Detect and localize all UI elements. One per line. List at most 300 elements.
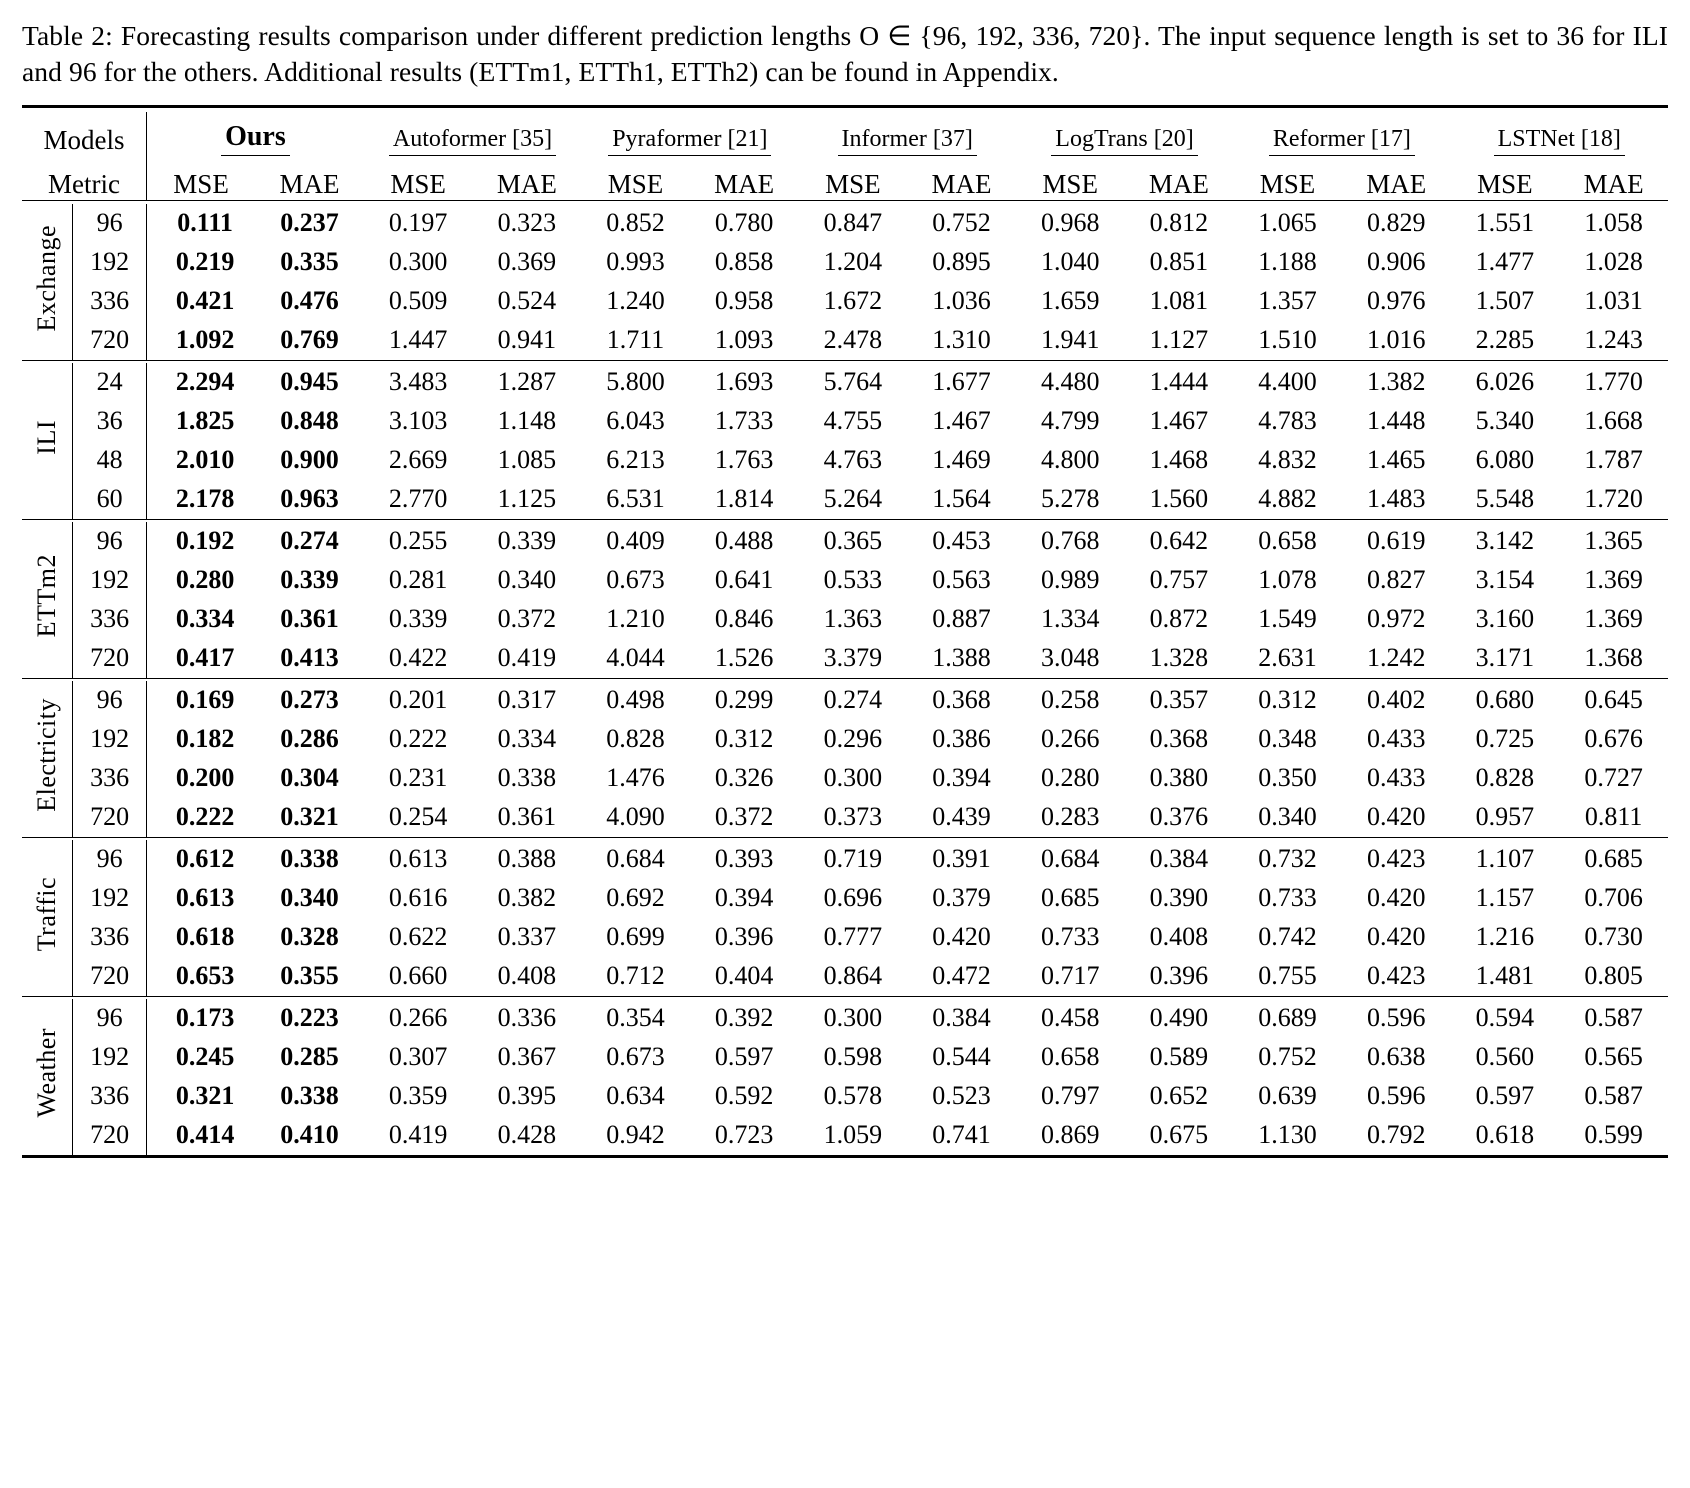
cell-value: 0.989 xyxy=(1040,565,1100,595)
cell-value: 1.216 xyxy=(1475,922,1535,952)
prediction-length: 96 xyxy=(73,681,147,720)
cell-value: 0.266 xyxy=(388,1003,448,1033)
metric-header-1: MAE xyxy=(279,168,340,199)
cell-value: 1.188 xyxy=(1258,247,1317,277)
cell-value: 0.258 xyxy=(1040,685,1100,715)
cell-value: 0.201 xyxy=(388,685,448,715)
cell-value: 0.717 xyxy=(1040,961,1100,991)
cell-value: 0.182 xyxy=(175,724,235,754)
cell-value: 0.433 xyxy=(1366,763,1426,793)
cell-value: 0.285 xyxy=(280,1042,339,1072)
cell-value: 3.379 xyxy=(823,643,883,673)
cell-value: 0.563 xyxy=(932,565,991,595)
cell-value: 1.444 xyxy=(1149,367,1209,397)
table-row xyxy=(22,798,1668,838)
table-row xyxy=(22,243,1668,282)
model-header-lstnet: LSTNet [18] xyxy=(1451,112,1668,156)
cell-value: 0.300 xyxy=(823,1003,883,1033)
cell-value: 0.847 xyxy=(823,208,883,238)
prediction-length: 336 xyxy=(73,282,147,321)
model-header-logtrans: LogTrans [20] xyxy=(1016,112,1233,156)
metric-header-4: MSE xyxy=(607,168,664,199)
cell-value: 0.286 xyxy=(280,724,339,754)
cell-value: 0.317 xyxy=(497,685,557,715)
table-row xyxy=(22,282,1668,321)
cell-value: 0.533 xyxy=(823,565,883,595)
cell-value: 0.945 xyxy=(280,367,339,397)
cell-value: 1.210 xyxy=(606,604,665,634)
cell-value: 0.780 xyxy=(714,208,774,238)
prediction-length: 720 xyxy=(73,1116,147,1157)
cell-value: 1.363 xyxy=(823,604,883,634)
cell-value: 1.093 xyxy=(714,325,774,355)
prediction-length: 192 xyxy=(73,561,147,600)
cell-value: 0.361 xyxy=(497,802,557,832)
prediction-length: 192 xyxy=(73,1038,147,1077)
cell-value: 1.243 xyxy=(1584,325,1643,355)
cell-value: 1.787 xyxy=(1584,445,1643,475)
cell-value: 1.240 xyxy=(606,286,665,316)
cell-value: 0.337 xyxy=(497,922,557,952)
table-row xyxy=(22,720,1668,759)
cell-value: 0.384 xyxy=(1149,844,1209,874)
cell-value: 0.355 xyxy=(280,961,339,991)
cell-value: 0.660 xyxy=(388,961,448,991)
cell-value: 1.081 xyxy=(1149,286,1209,316)
cell-value: 0.769 xyxy=(280,325,339,355)
cell-value: 0.428 xyxy=(497,1120,557,1150)
cell-value: 0.596 xyxy=(1366,1081,1426,1111)
cell-value: 0.490 xyxy=(1149,1003,1209,1033)
table-row xyxy=(22,441,1668,480)
metric-header-11: MAE xyxy=(1366,168,1427,199)
cell-value: 0.421 xyxy=(175,286,235,316)
cell-value: 1.447 xyxy=(388,325,448,355)
table-bottom-rule xyxy=(22,1156,1668,1162)
cell-value: 1.467 xyxy=(1149,406,1209,436)
table-row xyxy=(22,639,1668,679)
caption-line-3: ETTh1, ETTh2) can be found in Appendix. xyxy=(578,56,1059,88)
table-header-models xyxy=(22,112,1668,156)
metric-header-0: MSE xyxy=(173,168,229,199)
prediction-length: 24 xyxy=(73,363,147,402)
metric-header-12: MSE xyxy=(1477,168,1533,199)
cell-value: 0.742 xyxy=(1258,922,1317,952)
table-row xyxy=(22,681,1668,720)
cell-value: 0.968 xyxy=(1040,208,1100,238)
cell-value: 0.858 xyxy=(714,247,774,277)
cell-value: 0.811 xyxy=(1584,802,1643,832)
cell-value: 4.090 xyxy=(606,802,665,832)
cell-value: 0.560 xyxy=(1475,1042,1535,1072)
cell-value: 0.872 xyxy=(1149,604,1209,634)
metric-header-5: MAE xyxy=(714,168,775,199)
cell-value: 0.111 xyxy=(177,208,233,238)
cell-value: 4.800 xyxy=(1040,445,1100,475)
cell-value: 0.339 xyxy=(280,565,339,595)
cell-value: 0.941 xyxy=(497,325,557,355)
metric-header-9: MAE xyxy=(1148,168,1209,199)
cell-value: 0.675 xyxy=(1149,1120,1209,1150)
cell-value: 0.641 xyxy=(714,565,774,595)
cell-value: 0.222 xyxy=(175,802,235,832)
cell-value: 0.368 xyxy=(1149,724,1209,754)
cell-value: 0.339 xyxy=(388,604,448,634)
table-caption xyxy=(22,18,1668,91)
cell-value: 0.476 xyxy=(280,286,339,316)
cell-value: 1.125 xyxy=(497,484,557,514)
cell-value: 0.599 xyxy=(1584,1120,1643,1150)
cell-value: 0.592 xyxy=(714,1081,774,1111)
cell-value: 0.958 xyxy=(714,286,774,316)
cell-value: 0.237 xyxy=(280,208,339,238)
cell-value: 1.507 xyxy=(1475,286,1535,316)
cell-value: 0.741 xyxy=(932,1120,991,1150)
cell-value: 1.107 xyxy=(1475,844,1535,874)
cell-value: 5.548 xyxy=(1475,484,1535,514)
cell-value: 0.402 xyxy=(1366,685,1426,715)
cell-value: 1.328 xyxy=(1149,643,1209,673)
cell-value: 0.368 xyxy=(932,685,991,715)
cell-value: 0.312 xyxy=(714,724,774,754)
cell-value: 0.419 xyxy=(388,1120,448,1150)
cell-value: 0.638 xyxy=(1366,1042,1426,1072)
cell-value: 0.594 xyxy=(1475,1003,1535,1033)
cell-value: 0.379 xyxy=(932,883,991,913)
dataset-label-traffic: Traffic xyxy=(22,840,73,997)
cell-value: 0.976 xyxy=(1366,286,1426,316)
cell-value: 0.373 xyxy=(823,802,883,832)
table-row xyxy=(22,759,1668,798)
cell-value: 0.419 xyxy=(497,643,557,673)
cell-value: 1.483 xyxy=(1366,484,1426,514)
cell-value: 0.388 xyxy=(497,844,557,874)
cell-value: 0.752 xyxy=(1258,1042,1317,1072)
cell-value: 0.367 xyxy=(497,1042,557,1072)
cell-value: 0.524 xyxy=(497,286,557,316)
cell-value: 1.157 xyxy=(1475,883,1535,913)
prediction-length: 336 xyxy=(73,1077,147,1116)
prediction-length: 96 xyxy=(73,204,147,243)
prediction-length: 36 xyxy=(73,402,147,441)
cell-value: 0.369 xyxy=(497,247,557,277)
cell-value: 0.472 xyxy=(932,961,991,991)
cell-value: 0.336 xyxy=(497,1003,557,1033)
cell-value: 0.420 xyxy=(1366,883,1426,913)
cell-value: 1.078 xyxy=(1258,565,1317,595)
cell-value: 1.672 xyxy=(823,286,883,316)
dataset-label-electricity: Electricity xyxy=(22,681,73,838)
cell-value: 6.531 xyxy=(606,484,665,514)
cell-value: 0.390 xyxy=(1149,883,1209,913)
cell-value: 4.832 xyxy=(1258,445,1317,475)
metric-header-6: MSE xyxy=(825,168,881,199)
cell-value: 0.692 xyxy=(606,883,665,913)
cell-value: 0.723 xyxy=(714,1120,774,1150)
cell-value: 0.727 xyxy=(1584,763,1643,793)
cell-value: 0.544 xyxy=(932,1042,991,1072)
cell-value: 0.597 xyxy=(1475,1081,1535,1111)
cell-value: 0.169 xyxy=(175,685,235,715)
cell-value: 0.488 xyxy=(714,526,774,556)
cell-value: 0.733 xyxy=(1040,922,1100,952)
cell-value: 0.280 xyxy=(1040,763,1100,793)
table-row xyxy=(22,957,1668,997)
cell-value: 1.388 xyxy=(932,643,991,673)
cell-value: 0.653 xyxy=(175,961,235,991)
cell-value: 0.619 xyxy=(1366,526,1426,556)
cell-value: 1.287 xyxy=(497,367,557,397)
cell-value: 0.300 xyxy=(823,763,883,793)
cell-value: 0.219 xyxy=(175,247,235,277)
cell-value: 0.222 xyxy=(388,724,448,754)
cell-value: 0.829 xyxy=(1366,208,1426,238)
cell-value: 0.900 xyxy=(280,445,339,475)
cell-value: 0.848 xyxy=(280,406,339,436)
cell-value: 0.684 xyxy=(1040,844,1100,874)
cell-value: 1.693 xyxy=(714,367,774,397)
cell-value: 0.957 xyxy=(1475,802,1535,832)
cell-value: 0.273 xyxy=(280,685,339,715)
cell-value: 4.044 xyxy=(606,643,665,673)
metric-header-10: MSE xyxy=(1259,168,1316,199)
cell-value: 0.340 xyxy=(280,883,339,913)
cell-value: 4.882 xyxy=(1258,484,1317,514)
cell-value: 0.895 xyxy=(932,247,991,277)
table-row xyxy=(22,204,1668,243)
cell-value: 0.733 xyxy=(1258,883,1317,913)
cell-value: 1.085 xyxy=(497,445,557,475)
cell-value: 0.395 xyxy=(497,1081,557,1111)
cell-value: 0.458 xyxy=(1040,1003,1100,1033)
cell-value: 3.160 xyxy=(1475,604,1535,634)
cell-value: 2.770 xyxy=(388,484,448,514)
cell-value: 0.699 xyxy=(606,922,665,952)
cell-value: 1.481 xyxy=(1475,961,1535,991)
prediction-length: 720 xyxy=(73,798,147,838)
cell-value: 1.941 xyxy=(1040,325,1100,355)
cell-value: 0.565 xyxy=(1584,1042,1643,1072)
table-row xyxy=(22,402,1668,441)
cell-value: 0.386 xyxy=(932,724,991,754)
cell-value: 0.254 xyxy=(388,802,448,832)
cell-value: 0.414 xyxy=(175,1120,235,1150)
cell-value: 0.304 xyxy=(280,763,339,793)
cell-value: 1.059 xyxy=(823,1120,883,1150)
cell-value: 4.400 xyxy=(1258,367,1317,397)
cell-value: 0.652 xyxy=(1149,1081,1209,1111)
cell-value: 0.245 xyxy=(175,1042,235,1072)
cell-value: 0.307 xyxy=(388,1042,448,1072)
cell-value: 0.274 xyxy=(280,526,339,556)
cell-value: 1.065 xyxy=(1258,208,1317,238)
cell-value: 0.752 xyxy=(932,208,991,238)
prediction-length: 720 xyxy=(73,639,147,679)
cell-value: 0.417 xyxy=(175,643,235,673)
cell-value: 0.887 xyxy=(932,604,991,634)
cell-value: 1.476 xyxy=(606,763,665,793)
cell-value: 5.264 xyxy=(823,484,883,514)
cell-value: 0.354 xyxy=(606,1003,665,1033)
cell-value: 6.213 xyxy=(606,445,665,475)
metric-header-3: MAE xyxy=(496,168,557,199)
cell-value: 0.433 xyxy=(1366,724,1426,754)
prediction-length: 96 xyxy=(73,522,147,561)
header-metric-label: Metric xyxy=(22,156,146,201)
cell-value: 0.597 xyxy=(714,1042,774,1072)
cell-value: 3.171 xyxy=(1475,643,1535,673)
table-row xyxy=(22,879,1668,918)
metric-header-13: MAE xyxy=(1583,168,1644,199)
cell-value: 0.312 xyxy=(1258,685,1317,715)
cell-value: 0.719 xyxy=(823,844,883,874)
prediction-length: 336 xyxy=(73,600,147,639)
cell-value: 0.777 xyxy=(823,922,883,952)
table-row xyxy=(22,522,1668,561)
cell-value: 3.048 xyxy=(1040,643,1100,673)
cell-value: 4.755 xyxy=(823,406,883,436)
caption-line-2: The input sequence length is set to 36 for ILI and 96 for the others. Additional results (ETTm1, xyxy=(22,20,1669,88)
cell-value: 0.334 xyxy=(497,724,557,754)
caption-line-1: Table 2: Forecasting results comparison under different prediction lengths O ∈ {96, 192, 336, 720}. xyxy=(22,20,1151,51)
cell-value: 0.658 xyxy=(1040,1042,1100,1072)
prediction-length: 192 xyxy=(73,720,147,759)
cell-value: 0.391 xyxy=(932,844,991,874)
cell-value: 2.669 xyxy=(388,445,448,475)
cell-value: 1.825 xyxy=(175,406,235,436)
cell-value: 2.294 xyxy=(175,367,235,397)
cell-value: 1.369 xyxy=(1584,604,1643,634)
cell-value: 1.448 xyxy=(1366,406,1426,436)
cell-value: 6.026 xyxy=(1475,367,1535,397)
cell-value: 0.410 xyxy=(280,1120,339,1150)
cell-value: 5.278 xyxy=(1040,484,1100,514)
cell-value: 1.382 xyxy=(1366,367,1426,397)
cell-value: 0.963 xyxy=(280,484,339,514)
cell-value: 1.720 xyxy=(1584,484,1643,514)
cell-value: 0.283 xyxy=(1040,802,1100,832)
cell-value: 0.972 xyxy=(1366,604,1426,634)
prediction-length: 96 xyxy=(73,999,147,1038)
table-row xyxy=(22,561,1668,600)
cell-value: 0.326 xyxy=(714,763,774,793)
prediction-length: 336 xyxy=(73,918,147,957)
dataset-label-weather: Weather xyxy=(22,999,73,1157)
model-header-informer: Informer [37] xyxy=(799,112,1016,156)
cell-value: 1.467 xyxy=(932,406,991,436)
cell-value: 0.498 xyxy=(606,685,665,715)
cell-value: 0.384 xyxy=(932,1003,991,1033)
table-row xyxy=(22,999,1668,1038)
cell-value: 0.523 xyxy=(932,1081,991,1111)
cell-value: 0.797 xyxy=(1040,1081,1100,1111)
cell-value: 0.706 xyxy=(1584,883,1643,913)
cell-value: 1.477 xyxy=(1475,247,1535,277)
cell-value: 0.296 xyxy=(823,724,883,754)
cell-value: 0.372 xyxy=(497,604,557,634)
cell-value: 0.757 xyxy=(1149,565,1209,595)
cell-value: 0.338 xyxy=(497,763,557,793)
table-row xyxy=(22,918,1668,957)
cell-value: 1.510 xyxy=(1258,325,1317,355)
model-header-reformer: Reformer [17] xyxy=(1233,112,1450,156)
cell-value: 0.420 xyxy=(1366,802,1426,832)
cell-value: 0.828 xyxy=(1475,763,1535,793)
cell-value: 1.770 xyxy=(1584,367,1643,397)
cell-value: 0.712 xyxy=(606,961,665,991)
cell-value: 0.420 xyxy=(1366,922,1426,952)
dataset-label-exchange: Exchange xyxy=(22,204,73,361)
cell-value: 0.266 xyxy=(1040,724,1100,754)
cell-value: 0.361 xyxy=(280,604,339,634)
cell-value: 0.864 xyxy=(823,961,883,991)
cell-value: 0.231 xyxy=(388,763,448,793)
cell-value: 0.365 xyxy=(823,526,883,556)
cell-value: 0.509 xyxy=(388,286,448,316)
cell-value: 0.300 xyxy=(388,247,448,277)
table-row xyxy=(22,321,1668,361)
cell-value: 0.696 xyxy=(823,883,883,913)
cell-value: 0.587 xyxy=(1584,1081,1643,1111)
cell-value: 0.420 xyxy=(932,922,991,952)
cell-value: 0.689 xyxy=(1258,1003,1317,1033)
cell-value: 6.043 xyxy=(606,406,665,436)
cell-value: 0.357 xyxy=(1149,685,1209,715)
cell-value: 1.526 xyxy=(714,643,774,673)
cell-value: 0.618 xyxy=(175,922,235,952)
prediction-length: 192 xyxy=(73,243,147,282)
cell-value: 0.768 xyxy=(1040,526,1100,556)
cell-value: 1.204 xyxy=(823,247,883,277)
cell-value: 0.439 xyxy=(932,802,991,832)
cell-value: 1.242 xyxy=(1366,643,1426,673)
cell-value: 0.685 xyxy=(1584,844,1643,874)
table-row xyxy=(22,840,1668,879)
cell-value: 0.338 xyxy=(280,844,339,874)
cell-value: 2.478 xyxy=(823,325,883,355)
cell-value: 0.339 xyxy=(497,526,557,556)
cell-value: 0.328 xyxy=(280,922,339,952)
table-row xyxy=(22,480,1668,520)
cell-value: 0.453 xyxy=(932,526,991,556)
cell-value: 0.348 xyxy=(1258,724,1317,754)
cell-value: 1.031 xyxy=(1584,286,1643,316)
metric-header-7: MAE xyxy=(931,168,992,199)
table-row xyxy=(22,1038,1668,1077)
cell-value: 3.483 xyxy=(388,367,448,397)
cell-value: 0.255 xyxy=(388,526,448,556)
cell-value: 0.725 xyxy=(1475,724,1535,754)
metric-header-2: MSE xyxy=(390,168,446,199)
cell-value: 0.223 xyxy=(280,1003,339,1033)
cell-value: 1.368 xyxy=(1584,643,1643,673)
cell-value: 0.755 xyxy=(1258,961,1317,991)
cell-value: 0.851 xyxy=(1149,247,1209,277)
cell-value: 0.299 xyxy=(714,685,774,715)
cell-value: 0.613 xyxy=(175,883,235,913)
cell-value: 3.142 xyxy=(1475,526,1535,556)
cell-value: 0.828 xyxy=(606,724,665,754)
dataset-label-ili: ILI xyxy=(22,363,73,520)
cell-value: 0.673 xyxy=(606,1042,665,1072)
cell-value: 1.040 xyxy=(1040,247,1100,277)
cell-value: 0.281 xyxy=(388,565,448,595)
cell-value: 0.942 xyxy=(606,1120,665,1150)
cell-value: 0.380 xyxy=(1149,763,1209,793)
cell-value: 1.365 xyxy=(1584,526,1643,556)
cell-value: 0.423 xyxy=(1366,961,1426,991)
cell-value: 4.799 xyxy=(1040,406,1100,436)
